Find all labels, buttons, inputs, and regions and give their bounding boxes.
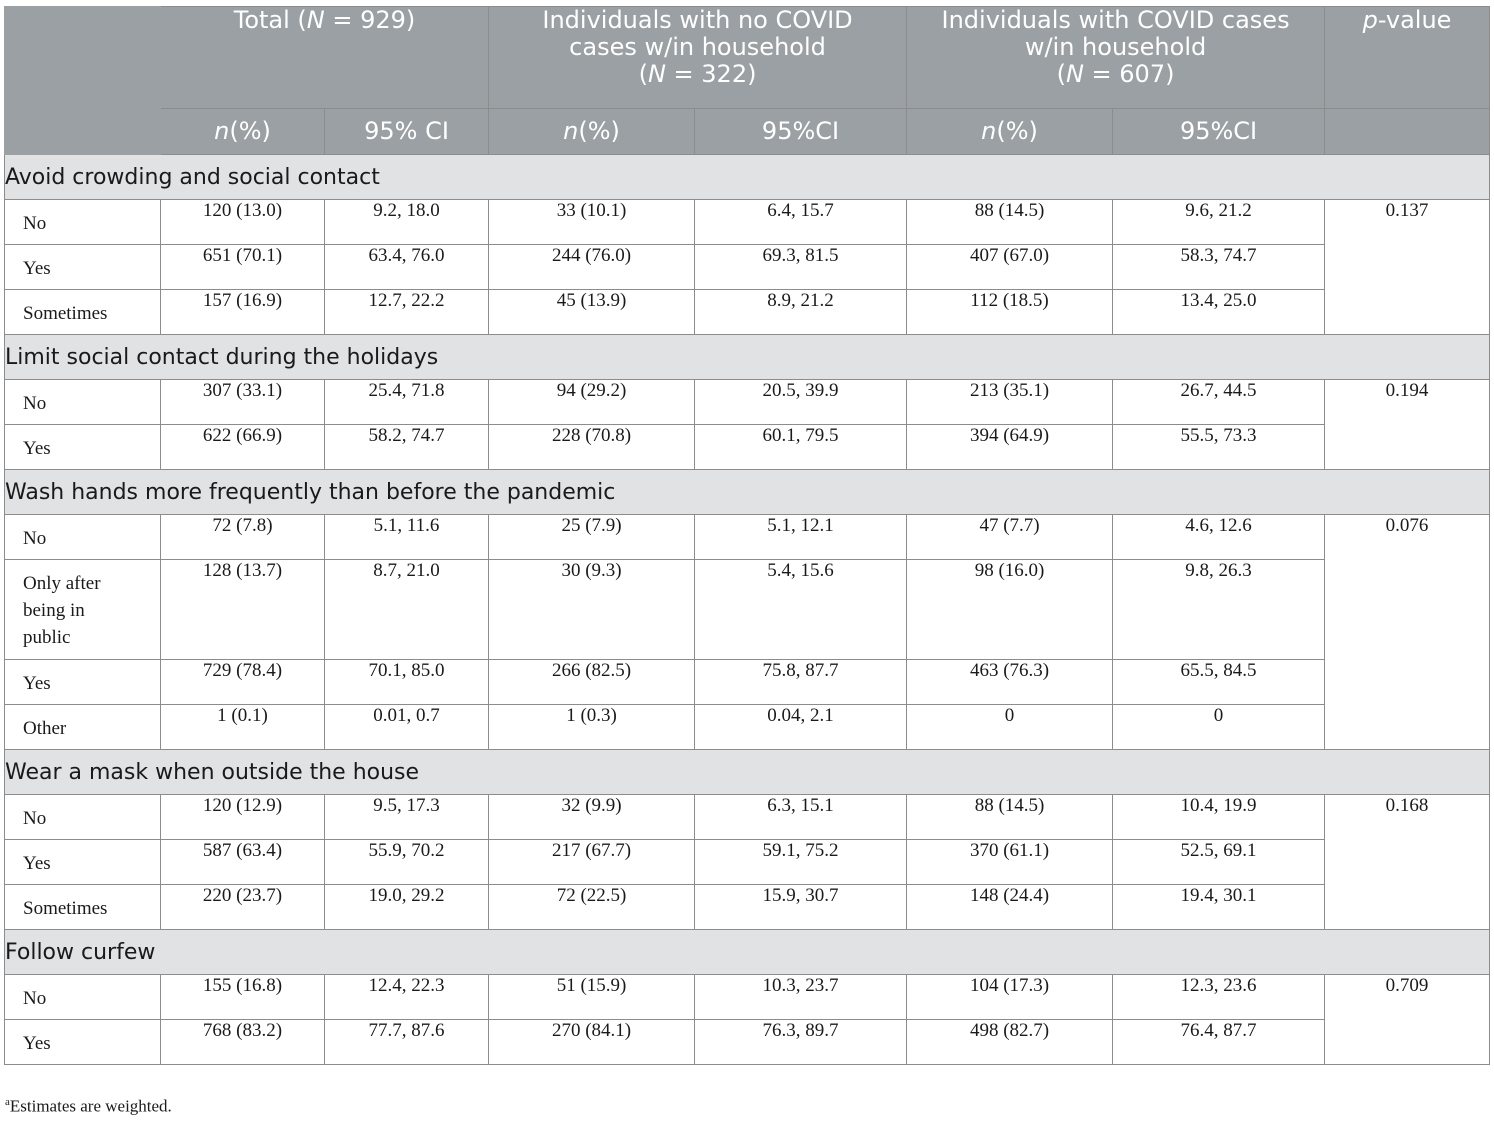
table-cell: 0.01, 0.7 [325, 705, 489, 750]
row-label-text: No [23, 213, 47, 234]
table-cell: 270 (84.1) [489, 1020, 695, 1065]
row-label-text: No [23, 988, 47, 1009]
row-label-text: No [23, 808, 47, 829]
table-cell: 88 (14.5) [907, 200, 1113, 245]
table-cell: 13.4, 25.0 [1113, 290, 1325, 335]
table-cell: 63.4, 76.0 [325, 245, 489, 290]
row-label-text: No [23, 393, 47, 414]
pvalue-cell: 0.194 [1325, 380, 1490, 470]
table-row [5, 795, 1490, 840]
section-row [5, 335, 1490, 380]
row-label [5, 200, 161, 245]
section-title: Wear a mask when outside the house [5, 750, 1490, 795]
row-label [5, 290, 161, 335]
table-cell: 19.4, 30.1 [1113, 885, 1325, 930]
table-cell: 498 (82.7) [907, 1020, 1113, 1065]
row-label-text: Sometimes [23, 898, 108, 919]
table-cell: 51 (15.9) [489, 975, 695, 1020]
table-cell: 104 (17.3) [907, 975, 1113, 1020]
row-label-text: Sometimes [23, 303, 108, 324]
table-cell: 70.1, 85.0 [325, 660, 489, 705]
table-cell: 75.8, 87.7 [695, 660, 907, 705]
table-cell: 45 (13.9) [489, 290, 695, 335]
header-row-groups [5, 7, 1490, 109]
row-label [5, 795, 161, 840]
row-label [5, 975, 161, 1020]
table-cell: 10.3, 23.7 [695, 975, 907, 1020]
header-covid-npct: n(%) [907, 109, 1113, 155]
header-no-covid-npct: n(%) [489, 109, 695, 155]
row-label [5, 705, 161, 750]
row-label-text: No [23, 528, 47, 549]
results-table [4, 6, 1490, 1065]
table-row [5, 1020, 1490, 1065]
pvalue-cell: 0.709 [1325, 975, 1490, 1065]
table-cell: 155 (16.8) [161, 975, 325, 1020]
table-cell: 52.5, 69.1 [1113, 840, 1325, 885]
table-cell: 6.4, 15.7 [695, 200, 907, 245]
row-label [5, 660, 161, 705]
table-cell: 76.3, 89.7 [695, 1020, 907, 1065]
table-cell: 59.1, 75.2 [695, 840, 907, 885]
table-row [5, 975, 1490, 1020]
table-cell: 651 (70.1) [161, 245, 325, 290]
section-row [5, 470, 1490, 515]
row-label-text: Other [23, 718, 67, 739]
table-cell: 0 [1113, 705, 1325, 750]
table-row [5, 380, 1490, 425]
table-cell: 9.8, 26.3 [1113, 560, 1325, 660]
section-row [5, 155, 1490, 200]
table-cell: 1 (0.3) [489, 705, 695, 750]
table-row [5, 885, 1490, 930]
table-cell: 0.04, 2.1 [695, 705, 907, 750]
table-cell: 0 [907, 705, 1113, 750]
table-cell: 60.1, 79.5 [695, 425, 907, 470]
table-cell: 4.6, 12.6 [1113, 515, 1325, 560]
table-cell: 1 (0.1) [161, 705, 325, 750]
table-cell: 19.0, 29.2 [325, 885, 489, 930]
table-cell: 88 (14.5) [907, 795, 1113, 840]
row-label-text: Yes [23, 1033, 51, 1054]
footnote: $^a$Estimates are weighted. [5, 1096, 172, 1116]
header-no-covid-ci: 95%CI [695, 109, 907, 155]
header-total-npct: n(%) [161, 109, 325, 155]
row-label [5, 1020, 161, 1065]
table-cell: 213 (35.1) [907, 380, 1113, 425]
row-label-text: Yes [23, 438, 51, 459]
table-cell: 94 (29.2) [489, 380, 695, 425]
table-cell: 15.9, 30.7 [695, 885, 907, 930]
row-label [5, 380, 161, 425]
table-cell: 32 (9.9) [489, 795, 695, 840]
table-cell: 5.4, 15.6 [695, 560, 907, 660]
table-cell: 244 (76.0) [489, 245, 695, 290]
header-covid-ci: 95%CI [1113, 109, 1325, 155]
table-cell: 12.7, 22.2 [325, 290, 489, 335]
pvalue-cell: 0.168 [1325, 795, 1490, 930]
section-title: Limit social contact during the holidays [5, 335, 1490, 380]
table-cell: 407 (67.0) [907, 245, 1113, 290]
table-cell: 8.9, 21.2 [695, 290, 907, 335]
table-cell: 622 (66.9) [161, 425, 325, 470]
table-cell: 148 (24.4) [907, 885, 1113, 930]
table-cell: 228 (70.8) [489, 425, 695, 470]
table-cell: 20.5, 39.9 [695, 380, 907, 425]
row-label [5, 885, 161, 930]
row-label [5, 840, 161, 885]
table-body [5, 155, 1490, 1065]
table-cell: 77.7, 87.6 [325, 1020, 489, 1065]
section-title: Follow curfew [5, 930, 1490, 975]
table-cell: 112 (18.5) [907, 290, 1113, 335]
header-covid: Individuals with COVID cases w/in household (N = 607) [907, 7, 1325, 109]
table-cell: 25.4, 71.8 [325, 380, 489, 425]
row-label-text: Only after being in public [23, 573, 101, 648]
row-label [5, 560, 161, 660]
table-cell: 55.9, 70.2 [325, 840, 489, 885]
table-cell: 72 (22.5) [489, 885, 695, 930]
header-sub-pvalue [1325, 109, 1490, 155]
header-corner [5, 7, 161, 109]
table-cell: 266 (82.5) [489, 660, 695, 705]
table-cell: 55.5, 73.3 [1113, 425, 1325, 470]
table-row [5, 290, 1490, 335]
table-cell: 65.5, 84.5 [1113, 660, 1325, 705]
header-total: Total (N = 929) [161, 7, 489, 109]
section-row [5, 750, 1490, 795]
header-row-sub [5, 109, 1490, 155]
section-title: Avoid crowding and social contact [5, 155, 1490, 200]
header-sub-corner [5, 109, 161, 155]
table-cell: 47 (7.7) [907, 515, 1113, 560]
row-label [5, 245, 161, 290]
row-label-text: Yes [23, 853, 51, 874]
table-row [5, 200, 1490, 245]
table-cell: 25 (7.9) [489, 515, 695, 560]
table-cell: 69.3, 81.5 [695, 245, 907, 290]
table-cell: 5.1, 12.1 [695, 515, 907, 560]
table-cell: 157 (16.9) [161, 290, 325, 335]
header-pvalue: p-value [1325, 7, 1490, 109]
table-cell: 6.3, 15.1 [695, 795, 907, 840]
table-cell: 9.5, 17.3 [325, 795, 489, 840]
table-cell: 220 (23.7) [161, 885, 325, 930]
table-cell: 9.2, 18.0 [325, 200, 489, 245]
header-no-covid: Individuals with no COVID cases w/in household (N = 322) [489, 7, 907, 109]
table-row [5, 560, 1490, 660]
table-row [5, 425, 1490, 470]
table-cell: 72 (7.8) [161, 515, 325, 560]
table-row [5, 840, 1490, 885]
table-cell: 120 (13.0) [161, 200, 325, 245]
table-cell: 729 (78.4) [161, 660, 325, 705]
header-total-ci: 95% CI [325, 109, 489, 155]
table-cell: 370 (61.1) [907, 840, 1113, 885]
table-row [5, 660, 1490, 705]
table-cell: 26.7, 44.5 [1113, 380, 1325, 425]
table-cell: 33 (10.1) [489, 200, 695, 245]
table-cell: 5.1, 11.6 [325, 515, 489, 560]
table-cell: 10.4, 19.9 [1113, 795, 1325, 840]
row-label [5, 425, 161, 470]
table-cell: 12.3, 23.6 [1113, 975, 1325, 1020]
pvalue-cell: 0.076 [1325, 515, 1490, 750]
table-cell: 217 (67.7) [489, 840, 695, 885]
row-label-text: Yes [23, 673, 51, 694]
table-cell: 98 (16.0) [907, 560, 1113, 660]
table-row [5, 705, 1490, 750]
table-cell: 9.6, 21.2 [1113, 200, 1325, 245]
table-row [5, 245, 1490, 290]
row-label-text: Yes [23, 258, 51, 279]
table-cell: 58.3, 74.7 [1113, 245, 1325, 290]
table-cell: 12.4, 22.3 [325, 975, 489, 1020]
section-row [5, 930, 1490, 975]
table-cell: 76.4, 87.7 [1113, 1020, 1325, 1065]
table-cell: 768 (83.2) [161, 1020, 325, 1065]
row-label [5, 515, 161, 560]
table-cell: 58.2, 74.7 [325, 425, 489, 470]
table-cell: 587 (63.4) [161, 840, 325, 885]
table-row [5, 515, 1490, 560]
table-cell: 394 (64.9) [907, 425, 1113, 470]
table-cell: 8.7, 21.0 [325, 560, 489, 660]
table-cell: 463 (76.3) [907, 660, 1113, 705]
table-cell: 120 (12.9) [161, 795, 325, 840]
pvalue-cell: 0.137 [1325, 200, 1490, 335]
section-title: Wash hands more frequently than before the pandemic [5, 470, 1490, 515]
table-cell: 30 (9.3) [489, 560, 695, 660]
table-cell: 307 (33.1) [161, 380, 325, 425]
table-cell: 128 (13.7) [161, 560, 325, 660]
